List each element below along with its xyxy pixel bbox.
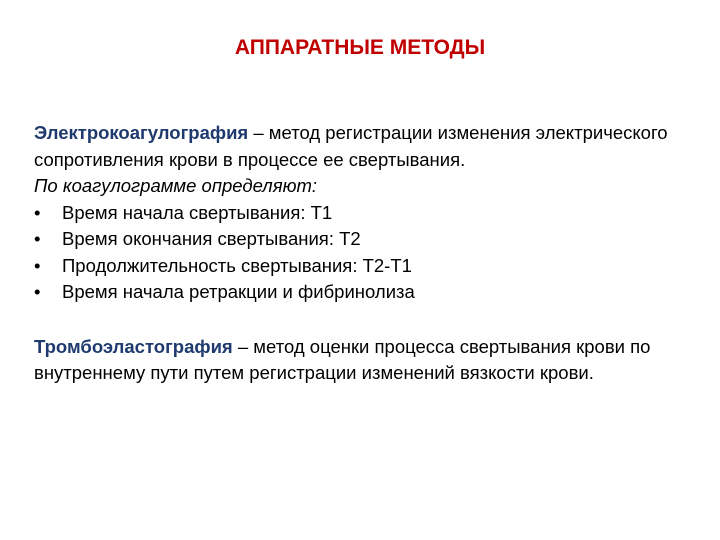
coagulogram-list [34, 200, 704, 306]
bullet-icon: • [34, 228, 41, 249]
section-gap [34, 306, 704, 334]
definition-electrocoagulography: – метод регистрации изменения электрического сопротивления крови в процессе ее свертывания. [34, 122, 668, 170]
term-thromboelastography: Тромбоэластография [34, 335, 233, 357]
section-electrocoagulography [34, 120, 704, 173]
list-item-text: Время начала ретракции и фибринолиза [62, 281, 415, 302]
section-thromboelastography [34, 334, 704, 387]
bullet-icon: • [34, 201, 41, 223]
list-item-text: Продолжительность свертывания: Т2-Т1 [62, 254, 412, 276]
coagulogram-subheading: По коагулограмме определяют: [34, 175, 318, 196]
list-item [34, 200, 704, 227]
definition-thromboelastography: – метод оценки процесса свертывания крови по внутреннему пути путем регистрации изменений вязкости крови. [34, 335, 651, 383]
list-item-text: Время окончания свертывания: Т2 [62, 228, 361, 249]
bullet-icon: • [34, 281, 41, 302]
list-item [34, 279, 704, 306]
page-title: АППАРАТНЫЕ МЕТОДЫ [234, 36, 486, 59]
term-electrocoagulography: Электрокоагулография [34, 122, 249, 143]
bullet-icon: • [34, 254, 41, 276]
content-body [34, 120, 704, 387]
list-item [34, 226, 704, 253]
list-item [34, 253, 704, 280]
list-item-text: Время начала свертывания: Т1 [62, 201, 333, 223]
